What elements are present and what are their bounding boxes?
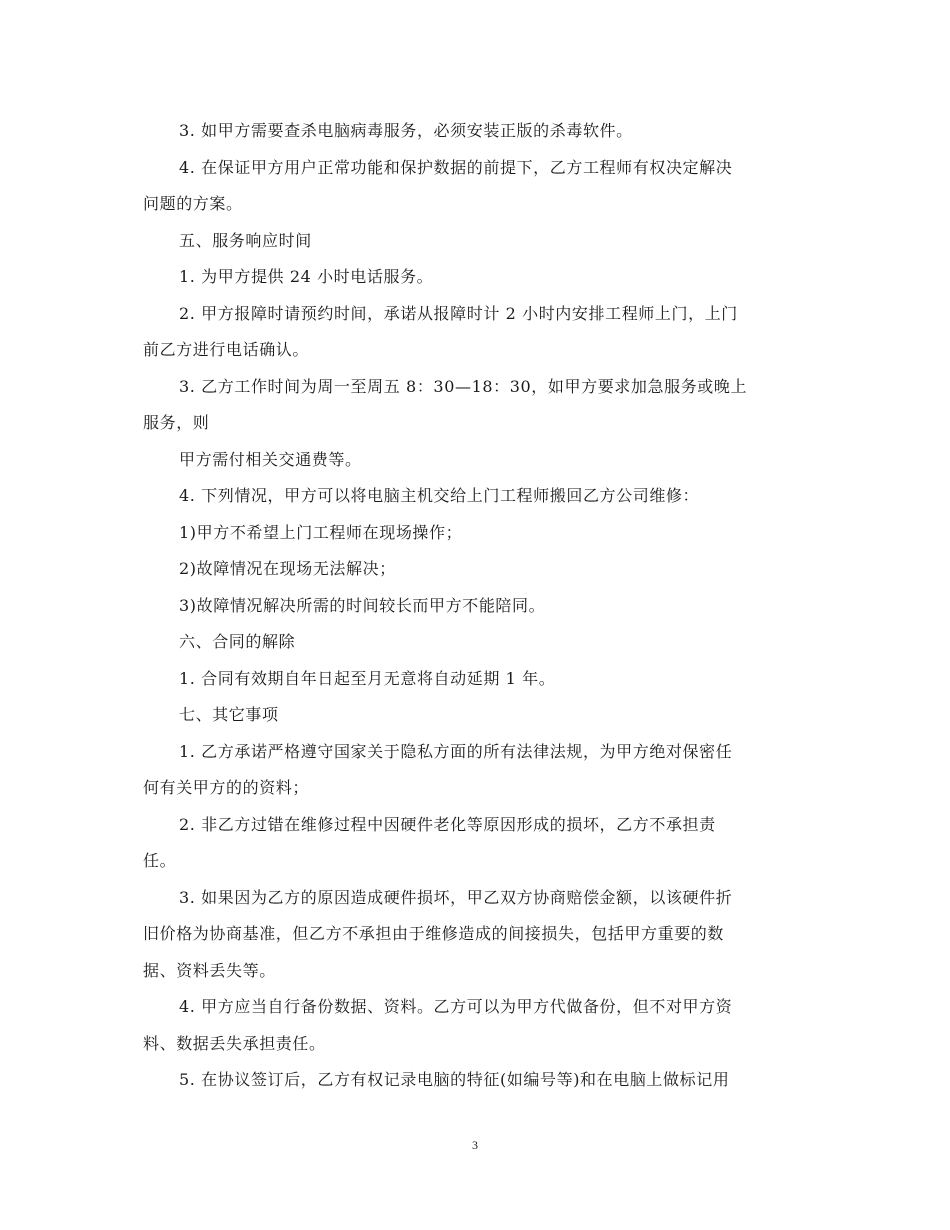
document-line: 2. 非乙方过错在维修过程中因硬件老化等原因形成的损坏，乙方不承担责 (179, 814, 716, 834)
document-line: 2. 甲方报障时请预约时间，承诺从报障时计 2 小时内安排工程师上门，上门 (179, 303, 738, 323)
document-line: 问题的方案。 (143, 194, 243, 213)
document-line: 2)故障情况在现场无法解决； (179, 559, 396, 578)
document-line: 甲方需付相关交通费等。 (179, 449, 362, 469)
document-line: 1)甲方不希望上门工程师在现场操作； (179, 522, 463, 542)
document-line: 六、合同的解除 (179, 632, 296, 651)
document-line: 1. 合同有效期自年日起至月无意将自动延期 1 年。 (179, 668, 556, 688)
document-line: 3. 如果因为乙方的原因造成硬件损坏，甲乙双方协商赔偿金额，以该硬件折 (179, 887, 733, 907)
document-line: 3. 乙方工作时间为周一至周五 8：30—18：30，如甲方要求加急服务或晚上 (179, 376, 748, 396)
document-line: 3)故障情况解决所需的时间较长而甲方不能陪同。 (179, 595, 546, 615)
document-line: 服务，则 (143, 413, 210, 432)
document-line: 5. 在协议签订后，乙方有权记录电脑的特征(如编号等)和在电脑上做标记用 (179, 1070, 730, 1089)
document-line: 4. 在保证甲方用户正常功能和保护数据的前提下，乙方工程师有权决定解决 (179, 157, 733, 177)
document-line: 五、服务响应时间 (179, 230, 312, 250)
document-line: 七、其它事项 (179, 705, 279, 724)
page-number: 3 (472, 1138, 478, 1152)
document-line: 3. 如甲方需要查杀电脑病毒服务，必须安装正版的杀毒软件。 (179, 121, 633, 140)
document-line: 1. 为甲方提供 24 小时电话服务。 (179, 267, 434, 286)
document-body (143, 113, 808, 1099)
document-line: 任。 (143, 851, 177, 870)
document-line: 4. 下列情况，甲方可以将电脑主机交给上门工程师搬回乙方公司维修： (179, 486, 700, 505)
document-line: 前乙方进行电话确认。 (143, 340, 310, 359)
document-line: 1. 乙方承诺严格遵守国家关于隐私方面的所有法律法规，为甲方绝对保密任 (179, 741, 733, 761)
document-line: 旧价格为协商基准，但乙方不承担由于维修造成的间接损失，包括甲方重要的数 (143, 924, 725, 943)
document-line: 何有关甲方的的资料； (143, 778, 310, 797)
document-line: 料、数据丢失承担责任。 (143, 1033, 326, 1053)
document-line: 4. 甲方应当自行备份数据、资料。乙方可以为甲方代做备份，但不对甲方资 (179, 997, 733, 1016)
document-line: 据、资料丢失等。 (143, 960, 276, 980)
